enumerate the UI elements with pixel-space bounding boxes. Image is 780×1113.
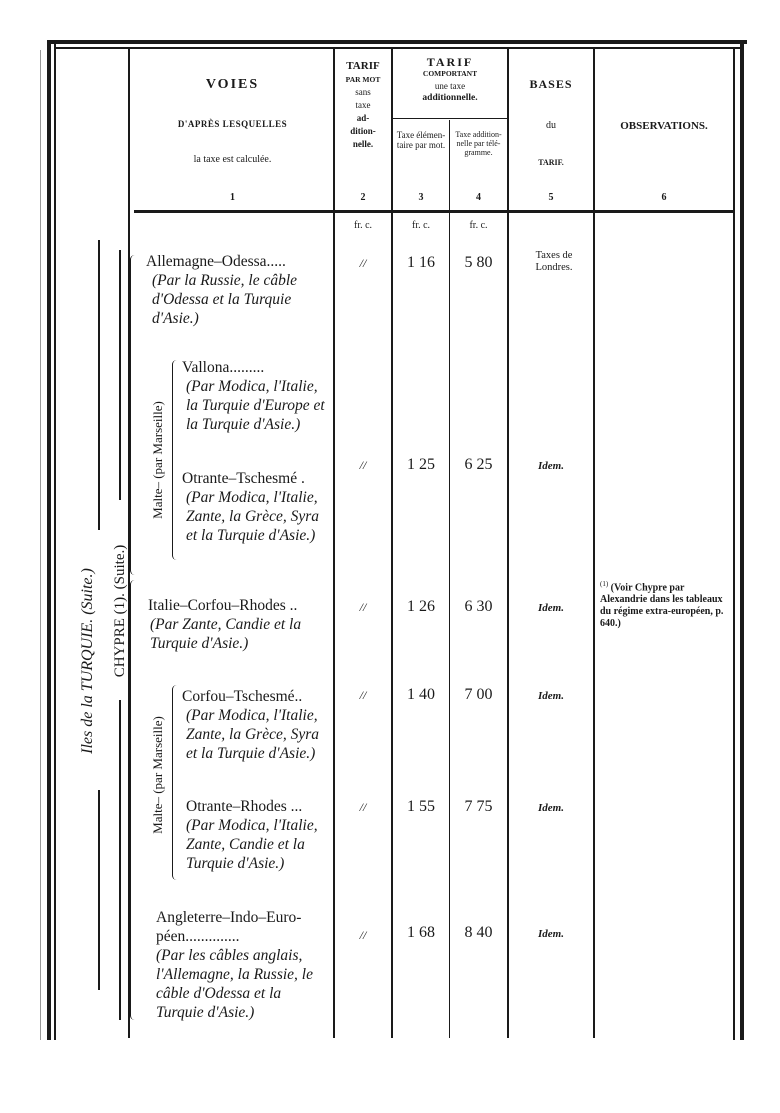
malte-label-1: Malte– (par Marseille): [150, 401, 165, 519]
col3-text: Taxe élémen-taire par mot.: [396, 130, 446, 151]
row3-c3: 1 26: [407, 598, 435, 615]
route-name: Otrante–Rhodes ...: [186, 798, 303, 815]
outer-side-label: Iles de la TURQUIE. (Suite.): [79, 568, 96, 754]
route-name: Italie–Corfou–Rhodes ..: [148, 597, 298, 614]
col6-num: 6: [661, 192, 667, 203]
row2-c4: 6 25: [464, 456, 493, 473]
route-via: (Par Modica, l'Italie, Zante, la Grèce, Syra et la Turquie d'Asie.): [186, 489, 320, 544]
observation-text: (Voir Chypre par Alexandrie dans les tableaux du régime extra-européen, p. 640.): [600, 582, 724, 630]
outer-label-line-top: [98, 240, 100, 530]
route-otrante-tschesme: [182, 469, 332, 545]
brace-malte-1: [172, 360, 181, 560]
route-via: (Par la Russie, le câble d'Odessa et la Turquie d'Asie.): [152, 272, 298, 327]
col1-sub2: la taxe est calculée.: [193, 154, 272, 165]
col2-l4: taxe: [355, 100, 371, 110]
route-corfou-tschesme: [182, 687, 332, 763]
col1-title: VOIES: [205, 77, 260, 92]
brace-main-bottom: [130, 580, 139, 1020]
unit-col2: fr. c.: [353, 220, 373, 231]
route-vallona: [182, 358, 332, 434]
row0-c5: Taxes de Londres.: [535, 250, 573, 273]
col2-header: [335, 60, 391, 151]
row4-c5: Idem.: [538, 690, 564, 702]
row3-c5: Idem.: [538, 602, 564, 614]
route-name: Vallona.........: [182, 359, 265, 376]
route-italie-corfou-rhodes: [148, 596, 332, 653]
frame-right-line: [740, 40, 744, 1040]
row6-c3: 1 68: [407, 924, 435, 941]
col2-num: 2: [360, 192, 366, 203]
row4-c4: 7 00: [464, 686, 493, 703]
row3-c2: //: [359, 600, 367, 614]
row4-c2: //: [359, 688, 367, 702]
row5-c2: //: [359, 800, 367, 814]
frame-left-thin-line: [54, 44, 56, 1040]
col5-l3: TARIF.: [538, 158, 564, 167]
col2-l6: dition-: [350, 126, 376, 136]
row6-c2: //: [359, 928, 367, 942]
col34-l2: COMPORTANT: [422, 69, 478, 78]
header-rule: [134, 210, 733, 213]
row0-c4: 5 80: [464, 254, 493, 271]
col2-l3: sans: [355, 87, 371, 97]
row5-c3: 1 55: [407, 798, 435, 815]
col5-l1: BASES: [529, 77, 573, 91]
col34-divider: [393, 118, 507, 119]
margin-stray-line: [40, 50, 41, 1040]
col34-l4: additionnelle.: [422, 93, 478, 103]
row4-c3: 1 40: [407, 686, 435, 703]
route-name: Otrante–Tschesmé .: [182, 470, 305, 487]
route-otrante-rhodes: [186, 797, 332, 873]
unit-col4: fr. c.: [469, 220, 488, 231]
col4-text: Taxe addition-nelle par télé-gramme.: [455, 130, 502, 158]
route-via: (Par les câbles anglais, l'Allemagne, la Russie, le câble d'Odessa et la Turquie d'Asie.): [156, 947, 313, 1021]
col1-sub1: D'APRÈS LESQUELLES: [177, 119, 288, 129]
brace-main-top: [130, 255, 139, 575]
unit-col3: fr. c.: [411, 220, 431, 231]
route-via: (Par Modica, l'Italie, Zante, Candie et la Turquie d'Asie.): [186, 817, 318, 872]
frame-right-thin-line: [733, 47, 735, 1040]
route-allemagne-odessa: [146, 252, 332, 328]
frame-top-thin-line: [54, 47, 744, 49]
col3-num: 3: [418, 192, 424, 203]
inner-side-label: CHYPRE (1). (Suite.): [112, 544, 128, 678]
outer-label-line-bottom: [98, 790, 100, 990]
row2-c2: //: [359, 458, 367, 472]
col2-l7: nelle.: [352, 139, 374, 149]
frame-left-line: [47, 40, 51, 1040]
route-via: (Par Modica, l'Italie, la Turquie d'Europe et la Turquie d'Asie.): [186, 378, 325, 433]
row5-c4: 7 75: [464, 798, 493, 815]
col2-l2: PAR MOT: [345, 75, 381, 84]
observation-marker: (1): [600, 580, 609, 588]
col5-l2: du: [546, 120, 556, 131]
row6-c5: Idem.: [538, 928, 564, 940]
row2-c3: 1 25: [407, 456, 435, 473]
route-name: Angleterre–Indo–Euro-péen..............: [156, 909, 302, 945]
route-angleterre-indo-europeen: [156, 908, 332, 1022]
inner-label-line-bottom: [119, 700, 121, 1020]
brace-malte-2: [172, 685, 181, 880]
col34-header: [393, 56, 507, 104]
col6-title: OBSERVATIONS.: [620, 120, 708, 132]
row5-c5: Idem.: [538, 802, 564, 814]
frame-top-line: [47, 40, 747, 44]
route-name: Allemagne–Odessa.....: [146, 253, 286, 270]
route-name: Corfou–Tschesmé..: [182, 688, 303, 705]
row0-c3: 1 16: [407, 254, 435, 271]
col1-num: 1: [230, 192, 235, 203]
route-via: (Par Zante, Candie et la Turquie d'Asie.): [150, 616, 302, 652]
col34-l1: TARIF: [426, 55, 474, 69]
col4-num: 4: [476, 192, 481, 203]
col34-l3: une taxe: [434, 81, 466, 91]
observation-note: [600, 578, 731, 630]
col5-num: 5: [548, 192, 554, 203]
col2-l5: ad-: [356, 113, 370, 123]
row2-c5: Idem.: [538, 460, 564, 472]
row3-c4: 6 30: [464, 598, 493, 615]
row0-c2: //: [359, 256, 367, 270]
row6-c4: 8 40: [464, 924, 493, 941]
route-via: (Par Modica, l'Italie, Zante, la Grèce, Syra et la Turquie d'Asie.): [186, 707, 320, 762]
col2-l1: TARIF: [346, 60, 380, 72]
inner-label-line-top: [119, 250, 121, 500]
malte-label-2: Malte– (par Marseille): [150, 716, 165, 834]
